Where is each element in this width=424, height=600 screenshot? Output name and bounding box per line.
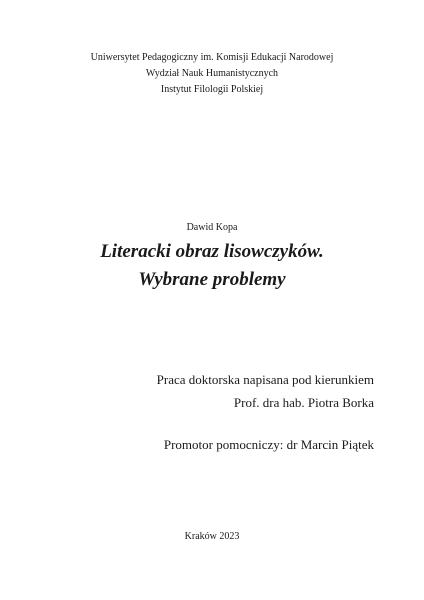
supervisor-name: Prof. dra hab. Piotra Borka [233, 395, 374, 410]
place-and-date: Kraków 2023 [184, 531, 240, 542]
institution-header [0, 50, 424, 98]
co-promoter-note: Promotor pomocniczy: dr Marcin Piątek [163, 437, 374, 452]
thesis-title-line-1: Literacki obraz lisowczyków. [100, 241, 324, 262]
thesis-title [0, 238, 424, 294]
thesis-title-line-2: Wybrane problemy [138, 269, 286, 290]
university-name: Uniwersytet Pedagogiczny im. Komisji Edukacji Narodowej [90, 52, 334, 63]
author-name: Dawid Kopa [186, 222, 238, 233]
faculty-name: Wydział Nauk Humanistycznych [145, 68, 279, 79]
institute-name: Instytut Filologii Polskiej [160, 84, 264, 95]
supervision-note [157, 368, 374, 414]
supervision-line-1: Praca doktorska napisana pod kierunkiem [156, 372, 374, 387]
